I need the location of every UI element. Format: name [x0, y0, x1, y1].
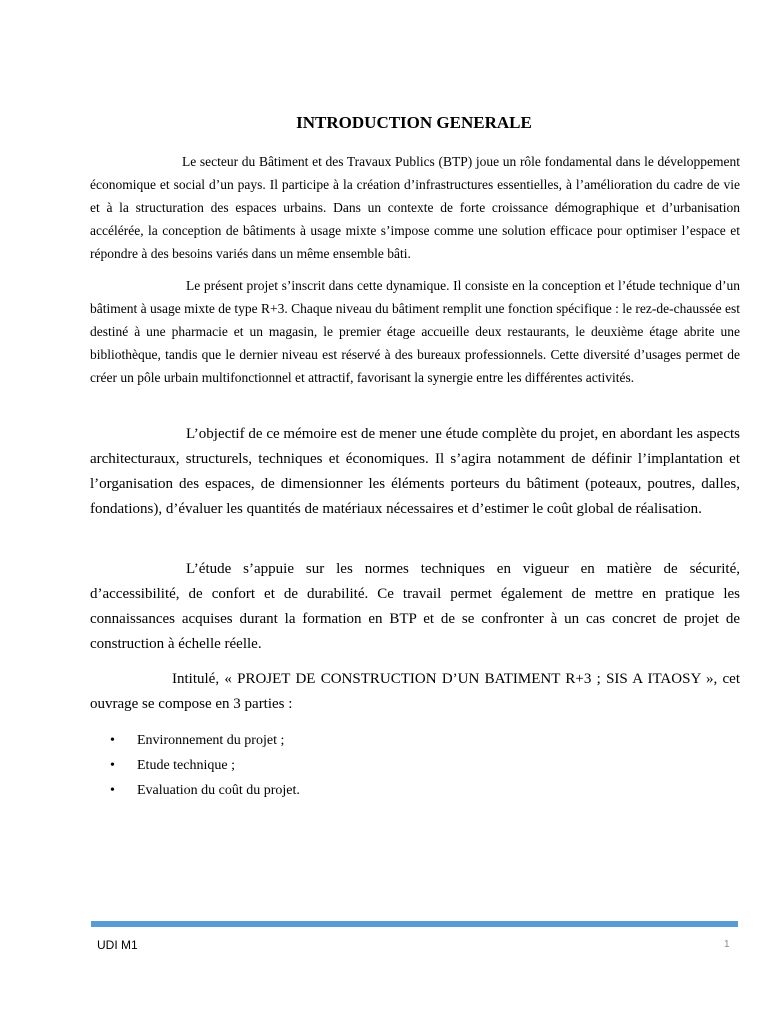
list-item [110, 778, 300, 803]
bullet-icon: • [110, 733, 115, 748]
list-item-text: Evaluation du coût du projet. [137, 783, 300, 798]
paragraph-standards: L’étude s’appuie sur les normes techniques en vigueur en matière de sécurité, d’accessibilité, de confort et de durabilité. Ce travail permet également de mettre en pratique les connaissances acquises durant la formation en BTP et de se confronter à un cas concret de projet de construction à échelle réelle. [90, 561, 740, 652]
bullet-icon: • [110, 783, 115, 798]
paragraph-btp-sector: Le secteur du Bâtiment et des Travaux Publics (BTP) joue un rôle fondamental dans le développement économique et social d’un pays. Il participe à la création d’infrastructures essentielles, à l’amélioration du cadre de vie et à la structuration des espaces urbains. Dans un contexte de forte croissance démographique et d’urbanisation accélérée, la conception de bâtiments à usage mixte s’impose comme une solution efficace pour optimiser l’espace et répondre à des besoins variés dans un même ensemble bâti. [90, 154, 740, 261]
list-item-text: Environnement du projet ; [137, 733, 285, 748]
page-number: 1 [724, 939, 730, 950]
footer-divider [91, 921, 738, 927]
list-item [110, 753, 300, 778]
list-item-text: Etude technique ; [137, 758, 235, 773]
paragraph-objective: L’objectif de ce mémoire est de mener une étude complète du projet, en abordant les aspects architecturaux, structurels, techniques et économiques. Il s’agira notamment de définir l’implantation et l’organisation des espaces, de dimensionner les éléments porteurs du bâtiment (poteaux, poutres, dalles, fondations), d’évaluer les quantités de matériaux nécessaires et d’estimer le coût global de réalisation. [90, 426, 740, 517]
parts-list [110, 728, 300, 803]
list-item [110, 728, 300, 753]
page-title: INTRODUCTION GENERALE [296, 113, 532, 132]
footer-label: UDI M1 [97, 938, 138, 952]
paragraph-project-description: Le présent projet s’inscrit dans cette dynamique. Il consiste en la conception et l’étude technique d’un bâtiment à usage mixte de type R+3. Chaque niveau du bâtiment remplit une fonction spécifique : le rez-de-chaussée est destiné à une pharmacie et un magasin, le premier étage accueille deux restaurants, le deuxième étage abrite une bibliothèque, tandis que le dernier niveau est réservé à des bureaux professionnels. Cette diversité d’usages permet de créer un pôle urbain multifonctionnel et attractif, favorisant la synergie entre les différentes activités. [90, 278, 740, 385]
paragraph-title-intro: Intitulé, « PROJET DE CONSTRUCTION D’UN BATIMENT R+3 ; SIS A ITAOSY », cet ouvrage se compose en 3 parties : [90, 671, 740, 712]
bullet-icon: • [110, 758, 115, 773]
